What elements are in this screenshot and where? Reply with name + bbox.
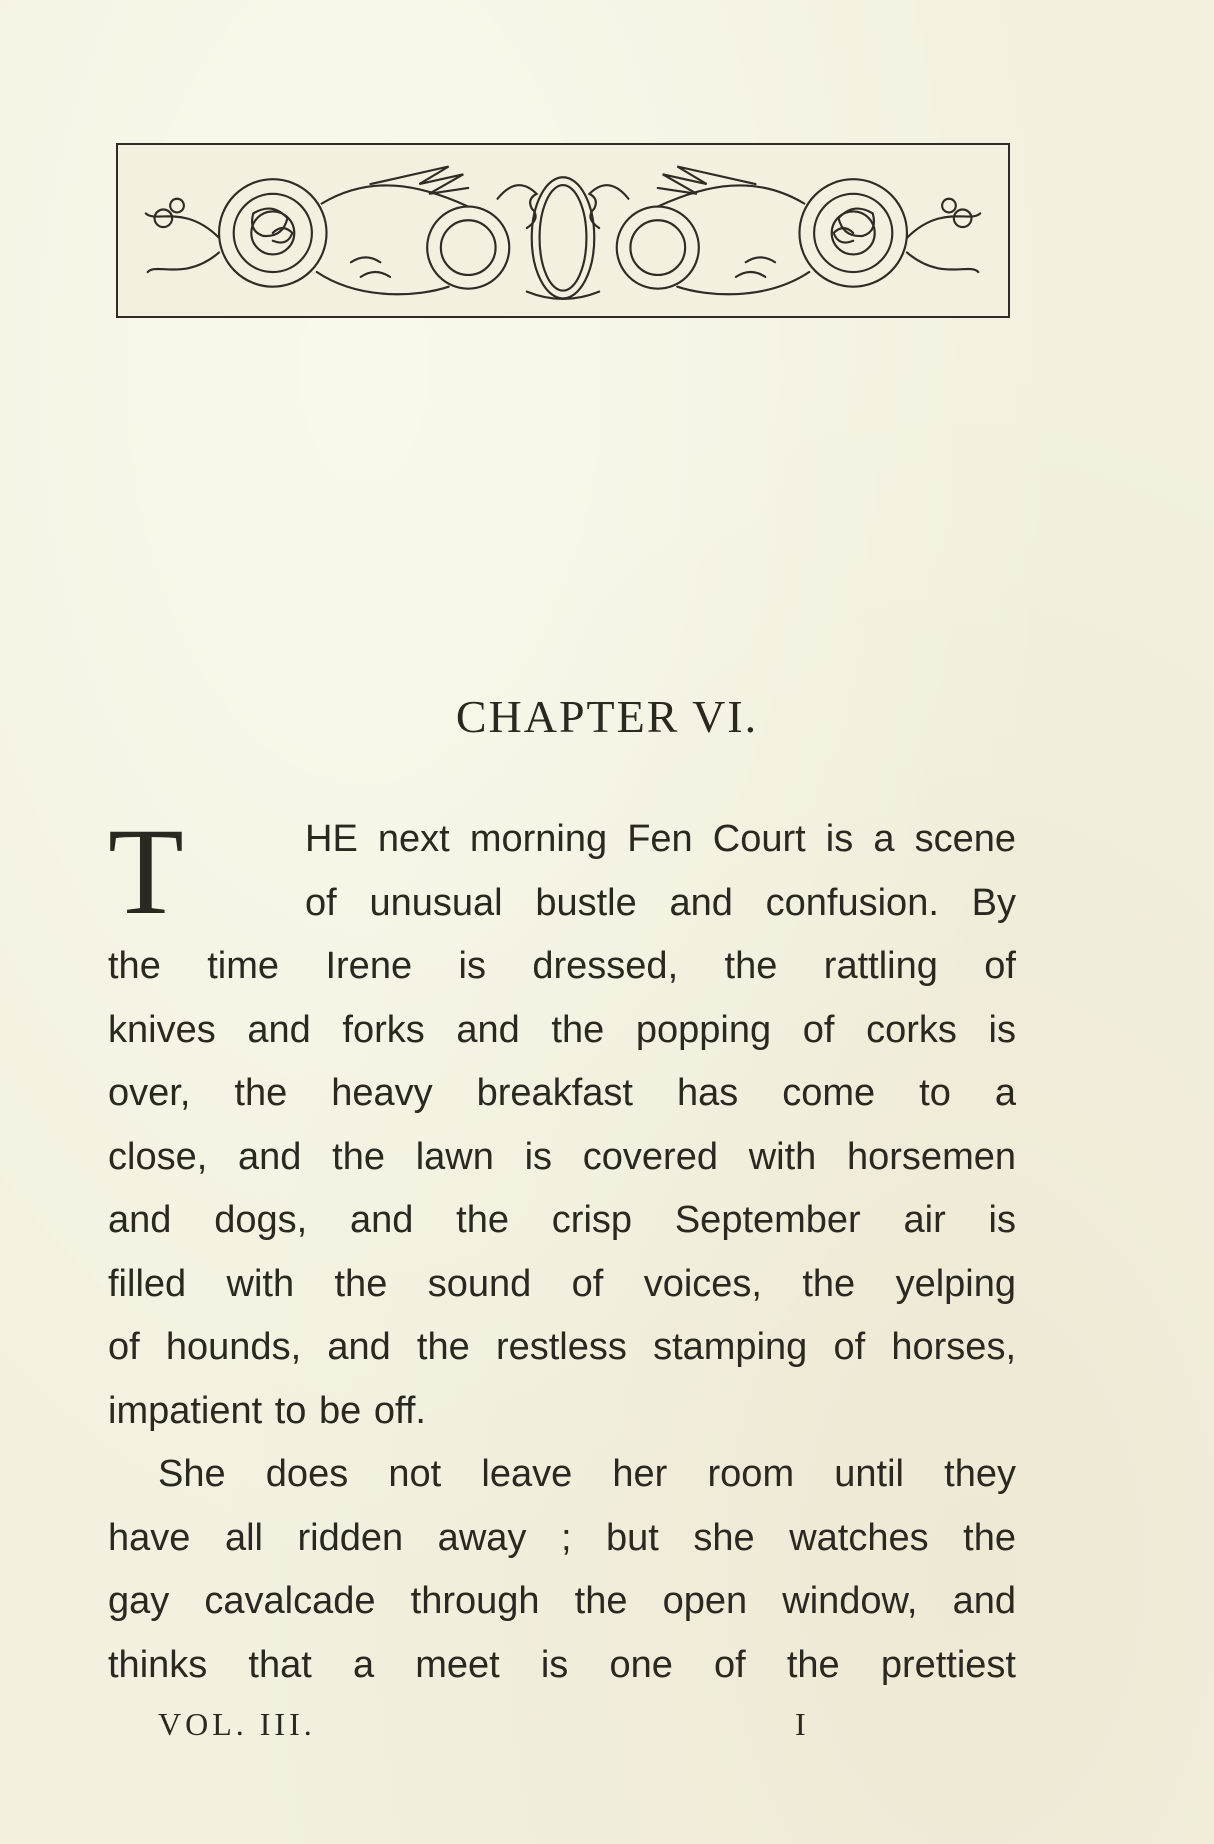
volume-signature: VOL. III. [158, 1706, 316, 1742]
drop-cap: T [108, 803, 184, 940]
text-line: impatient to be off. [108, 1389, 426, 1432]
text-line: close, and the lawn is covered with horsemen [108, 1135, 1016, 1178]
text-line: have all ridden away ; but she watches the [108, 1516, 1016, 1559]
text-line: of unusual bustle and confusion. By [305, 881, 1016, 924]
text-line: gay cavalcade through the open window, and [108, 1580, 1016, 1622]
body-text [108, 803, 1016, 1697]
text-line: HE next morning Fen Court is a scene [305, 818, 1016, 860]
text-line: thinks that a meet is one of the prettiest [108, 1643, 1016, 1686]
scroll-ornament-icon [118, 145, 1008, 316]
text-line: She does not leave her room until they [158, 1453, 1016, 1495]
text-line: knives and forks and the popping of corks is [108, 1008, 1016, 1051]
text-line: and dogs, and the crisp September air is [108, 1199, 1016, 1241]
ornamental-headpiece [116, 143, 1010, 318]
text-line: of hounds, and the restless stamping of horses, [108, 1326, 1016, 1368]
chapter-heading: CHAPTER VI. [455, 691, 759, 742]
text-line: filled with the sound of voices, the yelping [108, 1262, 1016, 1305]
gathering-signature: I [795, 1706, 806, 1742]
text-line: over, the heavy breakfast has come to a [108, 1072, 1016, 1114]
text-line: the time Irene is dressed, the rattling of [108, 945, 1016, 987]
